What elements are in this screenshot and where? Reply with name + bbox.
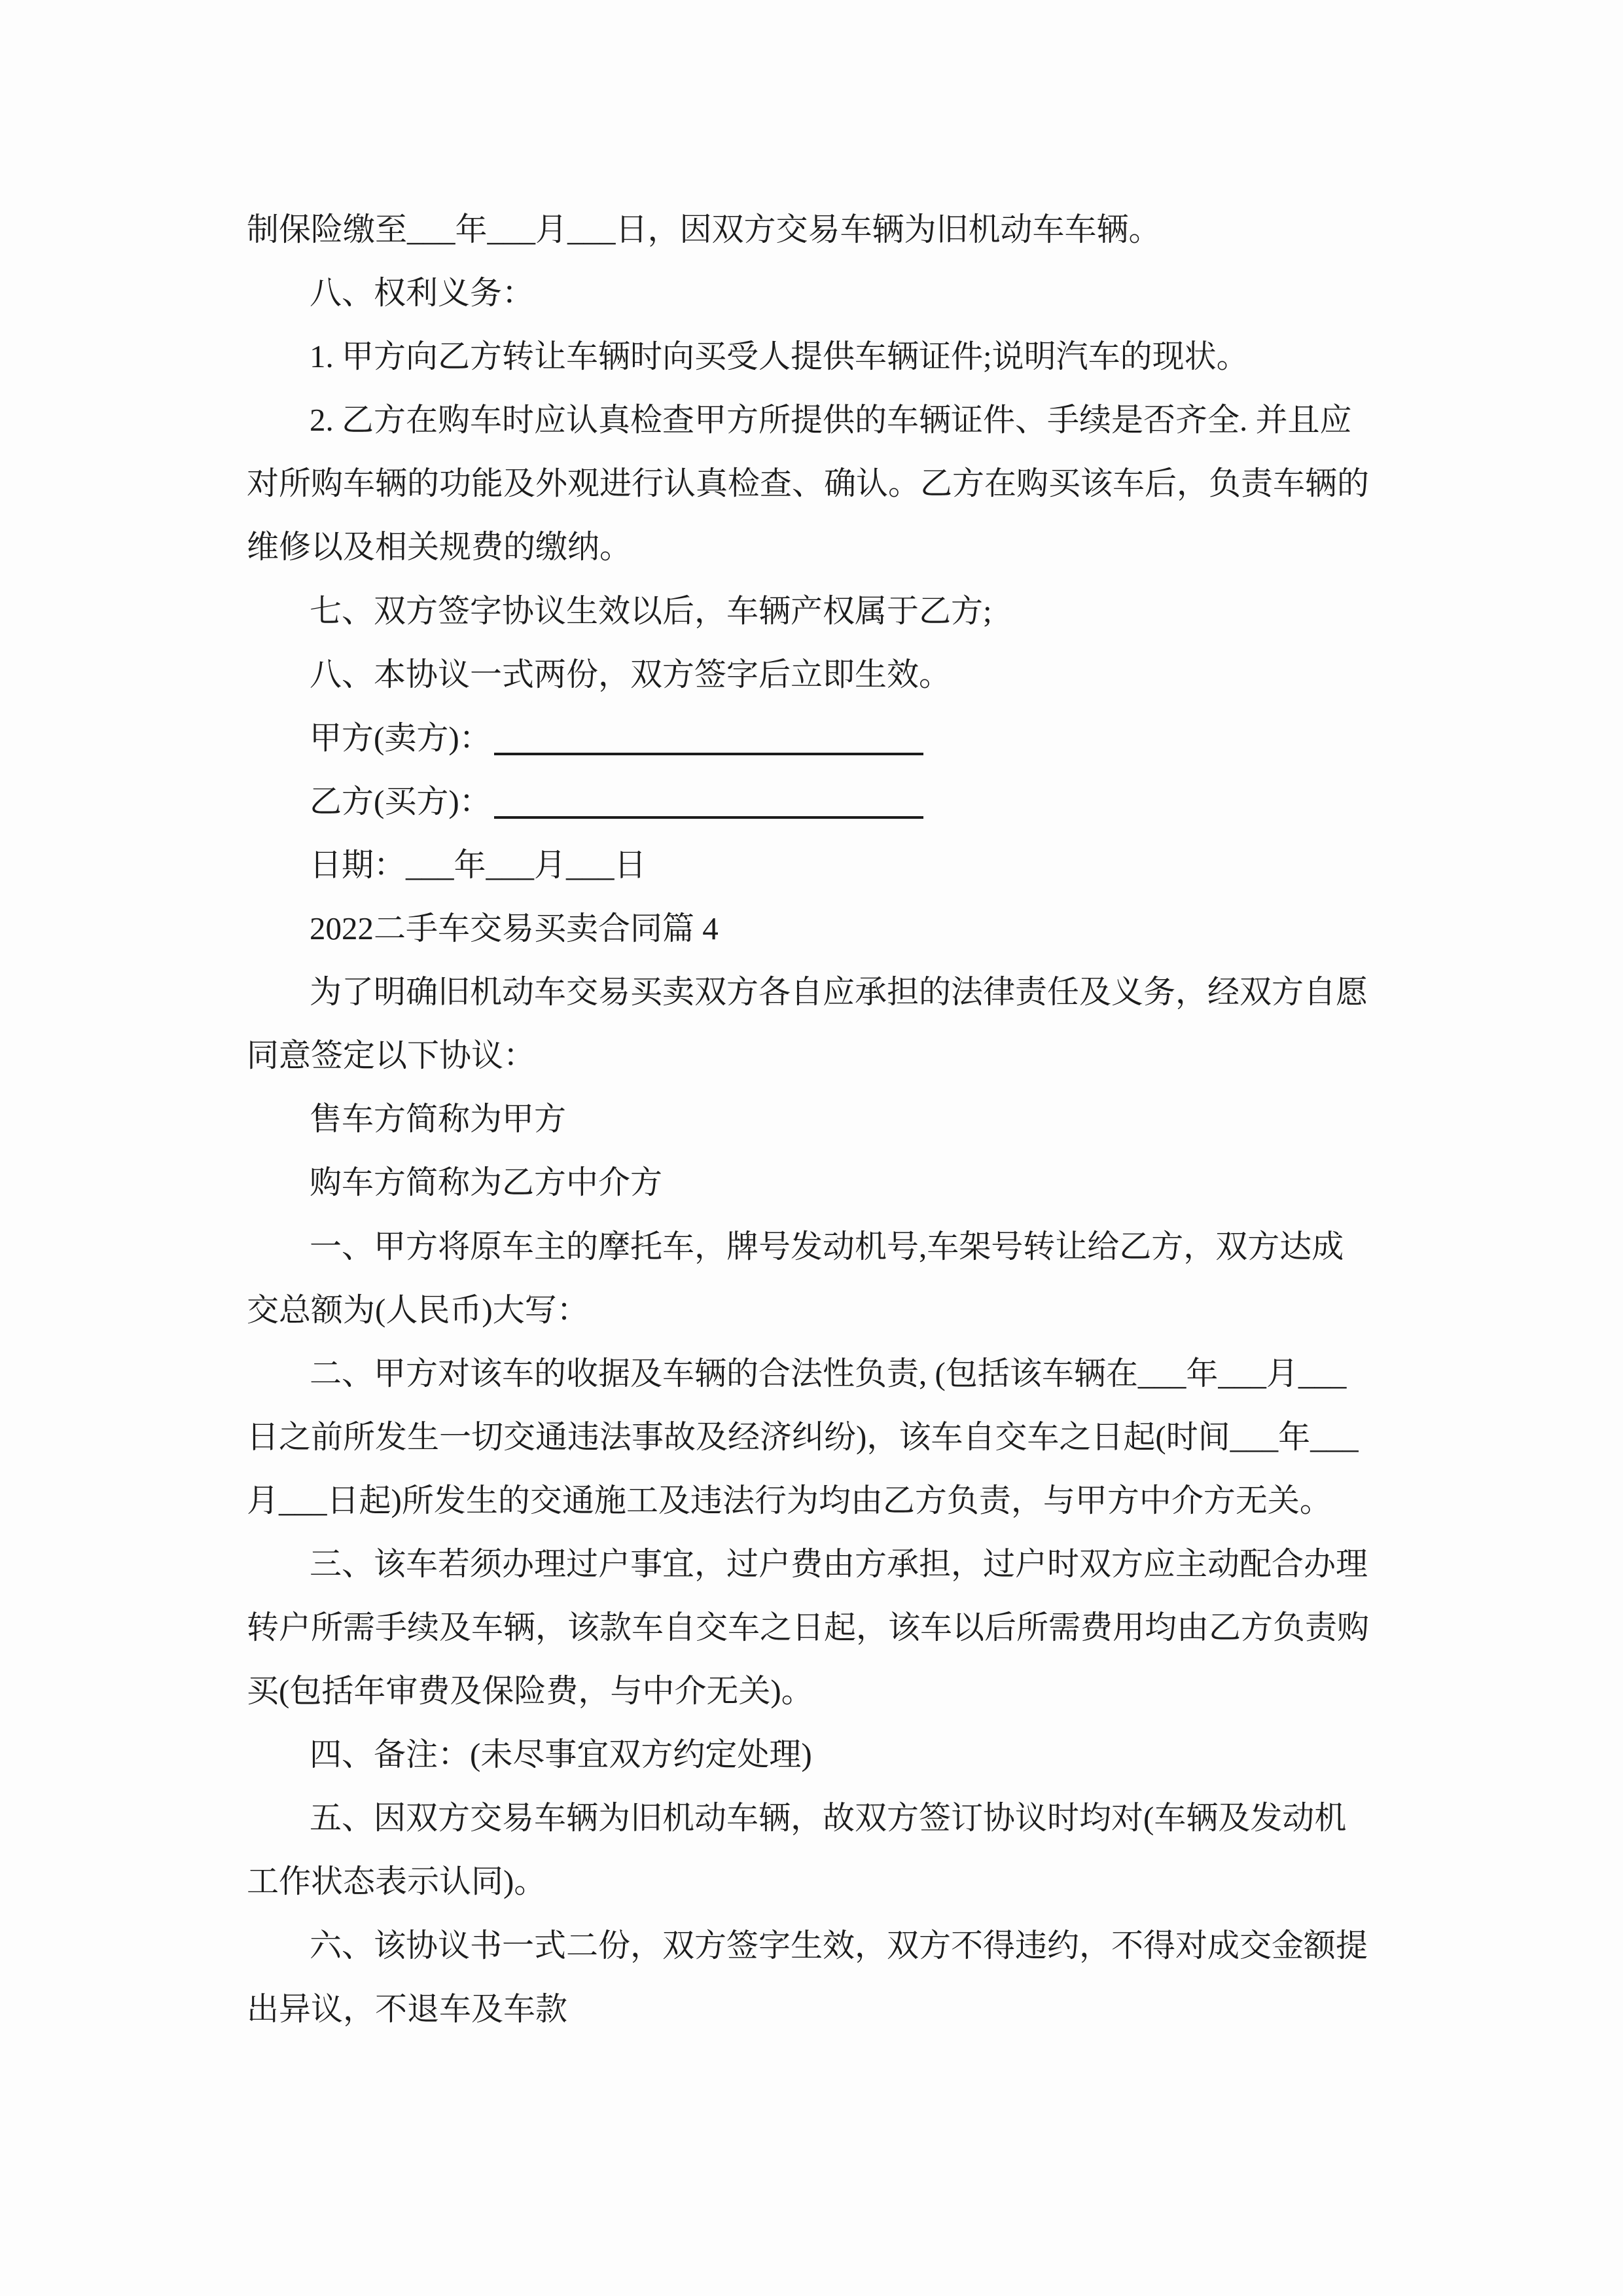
party-a-signature-line — [247, 706, 1405, 770]
line-text: 维修以及相关规费的缴纳。 — [247, 529, 632, 565]
seller-definition-line — [247, 1087, 1405, 1151]
contract-title-part-4 — [247, 897, 1405, 960]
clause-2-line-1 — [247, 388, 1405, 452]
line-text: 转户所需手续及车辆，该款车自交车之日起，该车以后所需费用均由乙方负责购 — [247, 1609, 1370, 1646]
article-2-line-1 — [247, 1342, 1405, 1405]
line-text: 买(包括年审费及保险费，与中介无关)。 — [247, 1673, 813, 1710]
line-text: 同意签定以下协议： — [247, 1037, 536, 1074]
article-1-line-1 — [247, 1215, 1405, 1278]
buyer-definition-line — [247, 1151, 1405, 1214]
article-4-line — [247, 1723, 1405, 1786]
line-text: 2. 乙方在购车时应认真检查甲方所提供的车辆证件、手续是否齐全. 并且应 — [310, 402, 1352, 439]
clause-2-line-3 — [247, 515, 1405, 579]
line-text: 制保险缴至___年___月___日，因双方交易车辆为旧机动车车辆。 — [247, 211, 1161, 247]
article-3-line-3 — [247, 1659, 1405, 1723]
article-5-line-2 — [247, 1850, 1405, 1913]
line-text: 2022二手车交易买卖合同篇 4 — [310, 910, 719, 947]
clause-7-line — [247, 579, 1405, 643]
line-text: 日期：___年___月___日 — [310, 846, 647, 883]
article-2-line-3 — [247, 1469, 1405, 1532]
article-6-line-1 — [247, 1914, 1405, 1977]
line-text: 三、该车若须办理过户事宜，过户费由方承担，过户时双方应主动配合办理 — [310, 1545, 1368, 1582]
line-text: 购车方简称为乙方中介方 — [310, 1164, 663, 1201]
line-text: 一、甲方将原车主的摩托车，牌号发动机号,车架号转让给乙方，双方达成 — [310, 1228, 1344, 1265]
line-text: 八、权利义务： — [310, 275, 535, 312]
line-text: 对所购车辆的功能及外观进行认真检查、确认。乙方在购买该车后，负责车辆的 — [247, 465, 1370, 502]
line-text: 为了明确旧机动车交易买卖双方各自应承担的法律责任及义务，经双方自愿 — [310, 974, 1368, 1011]
line-text: 二、甲方对该车的收据及车辆的合法性负责, (包括该车辆在___年___月___ — [310, 1355, 1347, 1391]
article-3-line-1 — [247, 1532, 1405, 1596]
section-rights-obligations-heading — [247, 261, 1405, 325]
line-text: 五、因双方交易车辆为旧机动车辆，故双方签订协议时均对(车辆及发动机 — [310, 1800, 1347, 1837]
date-line — [247, 833, 1405, 897]
preamble-line-1 — [247, 960, 1405, 1024]
line-text: 八、本协议一式两份，双方签字后立即生效。 — [310, 656, 952, 692]
line-text: 售车方简称为甲方 — [310, 1101, 567, 1138]
document-text-block — [247, 198, 1405, 2041]
line-text: 出异议，不退车及车款 — [247, 1990, 568, 2027]
article-2-line-2 — [247, 1405, 1405, 1469]
article-5-line-1 — [247, 1786, 1405, 1850]
article-3-line-2 — [247, 1596, 1405, 1659]
party-a-label: 甲方(卖方)： — [310, 719, 491, 756]
clause-1-line — [247, 325, 1405, 388]
party-b-signature-line — [247, 770, 1405, 833]
party-a-signature-blank — [494, 752, 923, 755]
line-text: 日之前所发生一切交通违法事故及经济纠纷)，该车自交车之日起(时间___年___ — [247, 1418, 1359, 1455]
line-text: 月___日起)所发生的交通施工及违法行为均由乙方负责，与甲方中介方无关。 — [247, 1482, 1332, 1518]
party-b-signature-blank — [494, 816, 923, 819]
line-text: 四、备注：(未尽事宜双方约定处理) — [310, 1736, 812, 1773]
article-6-line-2 — [247, 1977, 1405, 2041]
party-b-label: 乙方(买方)： — [310, 783, 491, 819]
line-text: 六、该协议书一式二份，双方签字生效，双方不得违约，不得对成交金额提 — [310, 1927, 1368, 1964]
clause-8-line — [247, 643, 1405, 706]
preamble-line-2 — [247, 1024, 1405, 1087]
line-text: 工作状态表示认同)。 — [247, 1863, 546, 1900]
clause-2-line-2 — [247, 452, 1405, 515]
line-text: 交总额为(人民币)大写： — [247, 1291, 589, 1328]
article-1-line-2 — [247, 1278, 1405, 1342]
insurance-note-line — [247, 198, 1405, 261]
line-text: 七、双方签字协议生效以后，车辆产权属于乙方; — [310, 592, 992, 629]
line-text: 1. 甲方向乙方转让车辆时向买受人提供车辆证件;说明汽车的现状。 — [310, 338, 1249, 375]
